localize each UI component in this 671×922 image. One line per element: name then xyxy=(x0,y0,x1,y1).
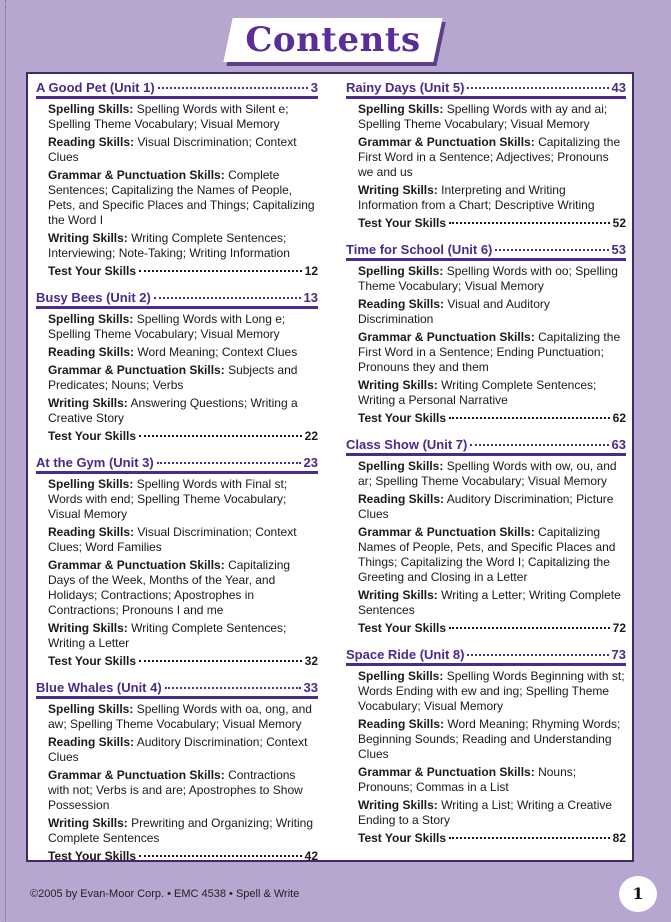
test-page: 42 xyxy=(304,849,318,863)
test-label: Test Your Skills xyxy=(48,849,137,863)
unit-page: 53 xyxy=(611,242,626,257)
test-your-skills[interactable] xyxy=(358,621,626,635)
skill-label: Grammar & Punctuation Skills: xyxy=(358,135,535,149)
test-label: Test Your Skills xyxy=(48,429,137,443)
unit-heading[interactable] xyxy=(36,680,318,699)
skill-text: Word Meaning; Rhyming Words; Beginning Sounds; Reading and Understanding Clues xyxy=(358,717,621,761)
skill-text: Spelling Words with ay and ai; Spelling Theme Vocabulary; Visual Memory xyxy=(358,102,608,131)
unit-page: 33 xyxy=(303,680,318,695)
skill-entry xyxy=(48,168,318,228)
skill-text: Writing Complete Sentences; Interviewing; Note-Taking; Writing Information xyxy=(48,231,290,260)
dot-leader xyxy=(449,417,610,419)
dot-leader xyxy=(139,660,302,662)
unit-page: 13 xyxy=(303,290,318,305)
skill-text: Spelling Words with Final st; Words with end; Spelling Theme Vocabulary; Visual Memory xyxy=(48,477,288,521)
dot-leader xyxy=(449,627,610,629)
skill-text: Spelling Words with oo; Spelling Theme Vocabulary; Visual Memory xyxy=(358,264,618,293)
skill-text: Spelling Words with oa, ong, and aw; Spelling Theme Vocabulary; Visual Memory xyxy=(48,702,312,731)
test-your-skills[interactable] xyxy=(358,831,626,845)
skill-text: Spelling Words Beginning with st; Words Ending with ew and ing; Spelling Theme Vocabulary; Visual Memory xyxy=(358,669,625,713)
test-label: Test Your Skills xyxy=(358,216,447,230)
skill-label: Reading Skills: xyxy=(358,297,445,311)
test-your-skills[interactable] xyxy=(358,216,626,230)
skill-text: Visual Discrimination; Context Clues xyxy=(48,135,297,164)
unit-page: 23 xyxy=(303,455,318,470)
unit-entry xyxy=(36,680,318,863)
skill-label: Spelling Skills: xyxy=(48,102,134,116)
skill-text: Spelling Words with ow, ou, and ar; Spelling Theme Vocabulary; Visual Memory xyxy=(358,459,617,488)
skill-text: Capitalizing Days of the Week, Months of the Year, and Holidays; Contractions; Apostrophes in Contractions; Pronouns I and me xyxy=(48,558,291,617)
skill-entry xyxy=(358,588,626,618)
skill-entry xyxy=(48,363,318,393)
skill-label: Reading Skills: xyxy=(48,135,135,149)
skill-label: Reading Skills: xyxy=(48,525,135,539)
skill-entry xyxy=(48,735,318,765)
skill-entry xyxy=(358,330,626,375)
skill-label: Spelling Skills: xyxy=(358,264,444,278)
right-column xyxy=(346,80,626,857)
dot-leader xyxy=(139,435,302,437)
binding-spine xyxy=(5,0,8,922)
page-number: 1 xyxy=(619,876,657,912)
unit-title: At the Gym (Unit 3) xyxy=(36,455,154,470)
skill-text: Contractions with not; Verbs is and are; Apostrophes to Show Possession xyxy=(48,768,303,812)
skill-entry xyxy=(48,477,318,522)
skill-entry xyxy=(48,816,318,846)
page-title: Contents xyxy=(245,20,421,60)
skill-entry xyxy=(358,525,626,585)
skill-entry xyxy=(48,102,318,132)
dot-leader xyxy=(467,87,608,89)
unit-heading[interactable] xyxy=(346,242,626,261)
skill-entry xyxy=(358,135,626,180)
test-page: 72 xyxy=(612,621,626,635)
skill-text: Capitalizing the First Word in a Sentence; Adjectives; Pronouns we and us xyxy=(358,135,621,179)
unit-entry xyxy=(346,437,626,635)
skill-text: Spelling Words with Silent e; Spelling Theme Vocabulary; Visual Memory xyxy=(48,102,289,131)
unit-heading[interactable] xyxy=(36,290,318,309)
test-page: 82 xyxy=(612,831,626,845)
skill-label: Reading Skills: xyxy=(358,492,445,506)
dot-leader xyxy=(154,297,301,299)
skill-label: Reading Skills: xyxy=(358,717,445,731)
skill-label: Writing Skills: xyxy=(358,798,438,812)
skill-entry xyxy=(48,135,318,165)
contents-box xyxy=(26,72,634,862)
skill-text: Spelling Words with Long e; Spelling Theme Vocabulary; Visual Memory xyxy=(48,312,286,341)
test-your-skills[interactable] xyxy=(48,429,318,443)
skill-text: Word Meaning; Context Clues xyxy=(137,345,298,359)
test-page: 62 xyxy=(612,411,626,425)
unit-heading[interactable] xyxy=(36,455,318,474)
dot-leader xyxy=(139,270,302,272)
skill-label: Grammar & Punctuation Skills: xyxy=(358,330,535,344)
unit-title: Time for School (Unit 6) xyxy=(346,242,493,257)
skill-entry xyxy=(48,702,318,732)
skill-label: Spelling Skills: xyxy=(48,702,134,716)
skill-entry xyxy=(358,264,626,294)
skill-text: Visual Discrimination; Context Clues; Word Families xyxy=(48,525,297,554)
skill-entry xyxy=(358,669,626,714)
skill-entry xyxy=(48,621,318,651)
skill-text: Nouns; Pronouns; Commas in a List xyxy=(358,765,577,794)
skill-label: Grammar & Punctuation Skills: xyxy=(358,765,535,779)
skill-text: Answering Questions; Writing a Creative Story xyxy=(48,396,298,425)
skill-entry xyxy=(358,765,626,795)
skill-entry xyxy=(358,378,626,408)
skill-label: Spelling Skills: xyxy=(358,669,444,683)
unit-title: A Good Pet (Unit 1) xyxy=(36,80,155,95)
skill-entry xyxy=(358,717,626,762)
skill-text: Auditory Discrimination; Picture Clues xyxy=(358,492,614,521)
skill-text: Capitalizing the First Word in a Sentence; Ending Punctuation; Pronouns they and them xyxy=(358,330,621,374)
dot-leader xyxy=(157,462,301,464)
skill-label: Spelling Skills: xyxy=(358,459,444,473)
dot-leader xyxy=(449,222,610,224)
test-page: 32 xyxy=(304,654,318,668)
skill-label: Grammar & Punctuation Skills: xyxy=(48,168,225,182)
skill-label: Writing Skills: xyxy=(358,378,438,392)
unit-page: 63 xyxy=(611,437,626,452)
skill-entry xyxy=(48,525,318,555)
test-label: Test Your Skills xyxy=(358,831,447,845)
unit-entry xyxy=(346,242,626,425)
skill-entry xyxy=(48,231,318,261)
skill-label: Writing Skills: xyxy=(48,396,128,410)
skill-text: Writing Complete Sentences; Writing a Letter xyxy=(48,621,287,650)
skill-entry xyxy=(358,297,626,327)
unit-entry xyxy=(346,80,626,230)
skill-label: Writing Skills: xyxy=(358,183,438,197)
unit-entry xyxy=(346,647,626,845)
unit-title: Busy Bees (Unit 2) xyxy=(36,290,151,305)
skill-entry xyxy=(48,558,318,618)
skill-entry xyxy=(48,312,318,342)
unit-entry xyxy=(36,290,318,443)
unit-page: 73 xyxy=(611,647,626,662)
unit-page: 3 xyxy=(310,80,318,95)
skill-text: Subjects and Predicates; Nouns; Verbs xyxy=(48,363,298,392)
skill-entry xyxy=(358,798,626,828)
skill-label: Writing Skills: xyxy=(48,621,128,635)
unit-heading[interactable] xyxy=(36,80,318,99)
skill-label: Reading Skills: xyxy=(48,345,135,359)
skill-label: Reading Skills: xyxy=(48,735,135,749)
skill-entry xyxy=(48,768,318,813)
skill-text: Prewriting and Organizing; Writing Complete Sentences xyxy=(48,816,313,845)
test-label: Test Your Skills xyxy=(48,654,137,668)
unit-heading[interactable] xyxy=(346,647,626,666)
skill-label: Grammar & Punctuation Skills: xyxy=(358,525,535,539)
skill-label: Writing Skills: xyxy=(48,231,128,245)
skill-label: Spelling Skills: xyxy=(358,102,444,116)
dot-leader xyxy=(467,654,608,656)
unit-entry xyxy=(36,455,318,668)
skill-text: Auditory Discrimination; Context Clues xyxy=(48,735,308,764)
dot-leader xyxy=(158,87,308,89)
skill-entry xyxy=(358,102,626,132)
test-your-skills[interactable] xyxy=(48,849,318,863)
unit-heading[interactable] xyxy=(346,80,626,99)
test-label: Test Your Skills xyxy=(358,621,447,635)
skill-entry xyxy=(48,396,318,426)
skill-entry xyxy=(48,345,318,360)
unit-entry xyxy=(36,80,318,278)
test-page: 12 xyxy=(304,264,318,278)
skill-entry xyxy=(358,459,626,489)
skill-label: Spelling Skills: xyxy=(48,312,134,326)
dot-leader xyxy=(449,837,610,839)
unit-page: 43 xyxy=(611,80,626,95)
footer-copyright: ©2005 by Evan-Moor Corp. • EMC 4538 • Spell & Write xyxy=(30,888,300,900)
unit-title: Space Ride (Unit 8) xyxy=(346,647,465,662)
skill-text: Complete Sentences; Capitalizing the Names of People, Pets, and Specific Places and Things; Capitalizing the Word I xyxy=(48,168,315,227)
skill-label: Grammar & Punctuation Skills: xyxy=(48,363,225,377)
skill-entry xyxy=(358,492,626,522)
skill-label: Grammar & Punctuation Skills: xyxy=(48,768,225,782)
dot-leader xyxy=(139,855,302,857)
skill-text: Writing a Letter; Writing Complete Sentences xyxy=(358,588,621,617)
skill-text: Capitalizing Names of People, Pets, and Specific Places and Things; Capitalizing the Word I; Capitalizing the Greeting and Closing in a Letter xyxy=(358,525,616,584)
skill-entry xyxy=(358,183,626,213)
unit-title: Class Show (Unit 7) xyxy=(346,437,468,452)
test-your-skills[interactable] xyxy=(48,264,318,278)
skill-text: Visual and Auditory Discrimination xyxy=(358,297,550,326)
skill-label: Writing Skills: xyxy=(48,816,128,830)
skill-text: Writing a List; Writing a Creative Ending to a Story xyxy=(358,798,613,827)
skill-text: Writing Complete Sentences; Writing a Personal Narrative xyxy=(358,378,597,407)
test-label: Test Your Skills xyxy=(358,411,447,425)
unit-title: Rainy Days (Unit 5) xyxy=(346,80,465,95)
dot-leader xyxy=(495,249,608,251)
unit-heading[interactable] xyxy=(346,437,626,456)
test-page: 52 xyxy=(612,216,626,230)
skill-label: Writing Skills: xyxy=(358,588,438,602)
test-label: Test Your Skills xyxy=(48,264,137,278)
dot-leader xyxy=(165,687,301,689)
skill-label: Spelling Skills: xyxy=(48,477,134,491)
dot-leader xyxy=(470,444,608,446)
unit-title: Blue Whales (Unit 4) xyxy=(36,680,162,695)
test-your-skills[interactable] xyxy=(48,654,318,668)
test-page: 22 xyxy=(304,429,318,443)
skill-label: Grammar & Punctuation Skills: xyxy=(48,558,225,572)
left-column xyxy=(36,80,318,875)
test-your-skills[interactable] xyxy=(358,411,626,425)
skill-text: Interpreting and Writing Information from a Chart; Descriptive Writing xyxy=(358,183,595,212)
